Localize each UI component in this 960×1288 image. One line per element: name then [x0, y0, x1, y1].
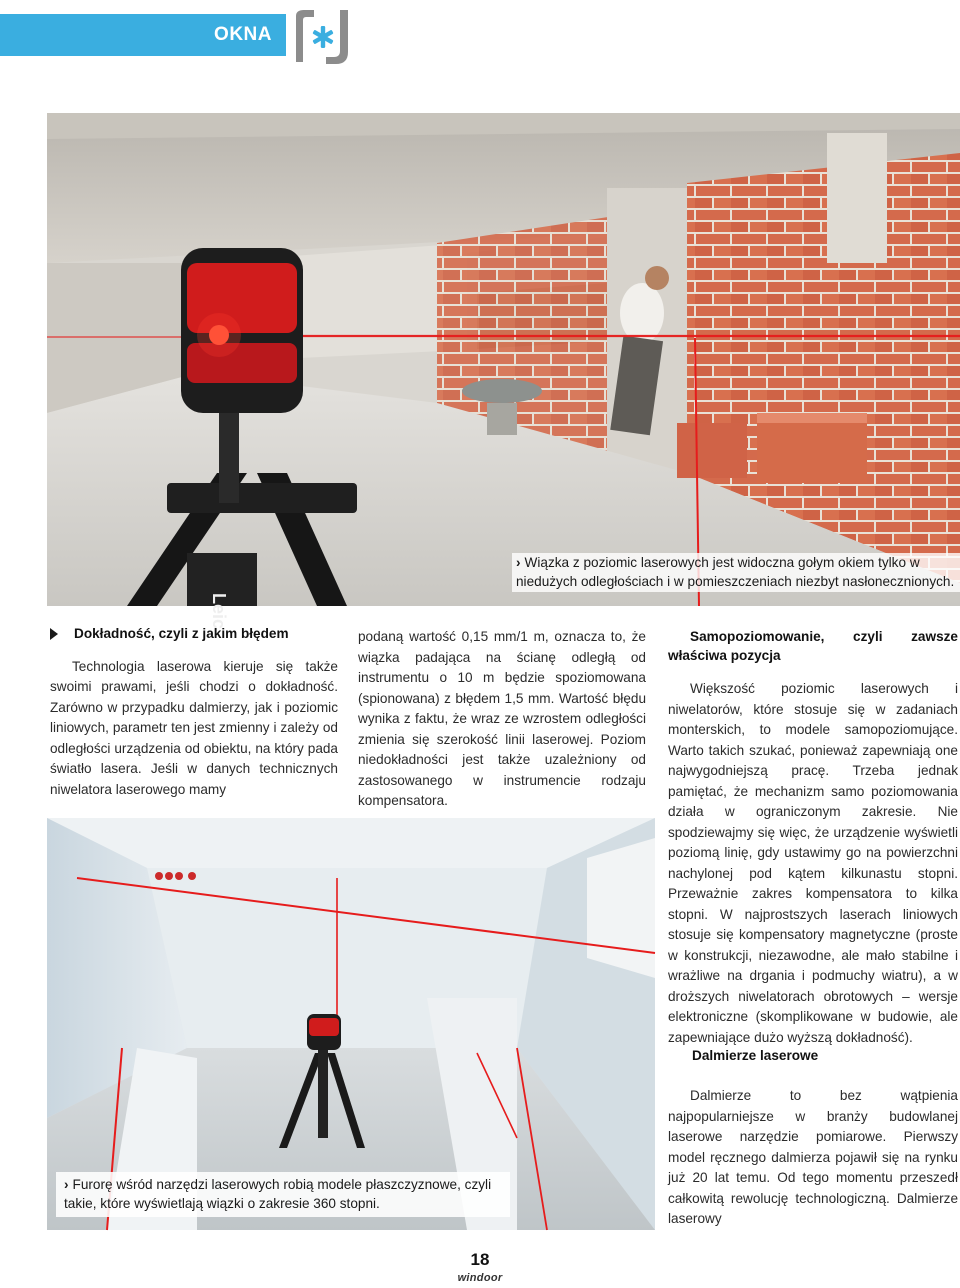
- laser-level-construction-photo: [47, 113, 960, 630]
- magazine-brand: windoor: [457, 1272, 503, 1284]
- paragraph-accuracy: Technologia laserowa kieruje się także swoimi prawami, jeśli chodzi o dokładność. Zarówno w przypadku dalmierzy, jak i poziomic liniowych, parametr ten jest zmienny i zależy od odległości urządzenia od obiektu, na który pada światło lasera. Jeśli w danych technicznych niwelatora laserowego mamy: [50, 658, 338, 797]
- top-photo-caption: [512, 553, 960, 592]
- laser-level-room-icon: [47, 818, 655, 1230]
- laser-level-construction-icon: [47, 113, 960, 630]
- section-heading-self-leveling: Samopoziomowanie, czyli zawsze właściwa pozycja: [668, 629, 958, 663]
- paragraph-rangefinders: Dalmierze to bez wątpienia najpopularniejsze w branży budowlanej laserowe narzędzie pomiarowe. Pierwszy model ręcznego dalmierza pojawił się na rynku już 20 lat temu. Od tego momentu przeszedł całkowitą rewolucję technologiczną. Dalmierze laserowy: [668, 1088, 958, 1226]
- column-3: [668, 627, 958, 1048]
- column-2: [358, 627, 646, 812]
- section-heading-rangefinders: Dalmierze laserowe: [692, 1048, 819, 1063]
- section-arrow-icon: [50, 628, 58, 640]
- top-caption-text: Wiązka z poziomic laserowych jest widoczna gołym okiem tylko w niedużych odległościach i w pomieszczeniach niezbyt nasłonecznionych.: [516, 555, 955, 589]
- svg-text:Leic: Leic: [209, 593, 229, 630]
- page-number: 18: [470, 1250, 490, 1269]
- paragraph-accuracy-continued: podaną wartość 0,15 mm/1 m, oznacza to, że wiązka padająca na ścianę odległą od instrumentu o 10 m będzie spoziomowana (spionowana) z błędem 1,5 mm. Wartość błędu wynika z faktu, że wraz ze wzrostem odległości zmienia się szerokość linii laserowej. Poziom niedokładności jest także uzależniony od zastosowanego w instrumencie rodzaju kompensatora.: [358, 629, 646, 808]
- bottom-caption-text: Furorę wśród narzędzi laserowych robią modele płaszczyznowe, czyli takie, które wyświetlają wiązki o zakresie 360 stopni.: [64, 1177, 492, 1211]
- caption-chevron-icon: ›: [516, 555, 521, 570]
- paragraph-self-leveling: Większość poziomic laserowych i niwelatorów, które stosuje się w zadaniach monterskich, to modele samopoziomujące. Warto takich szukać, ponieważ zapewniają one najwygodniejszą pracę. Trzeba jednak pamiętać, że mechanizm samo poziomowania działa w ograniczonym zakresie. Nie spodziewajmy się więc, że urządzenie wyświetli poziomą linię, gdy ustawimy go na powierzchni nachylonej pod kątem kilkunastu stopni. Przeważnie zakres kompensatora to kilka stopni. W najprostszych laserach liniowych stosuje się kompensatory magnetyczne (proste w konstrukcji, niezawodne, ale mało stabilne i wrażliwe na drgania i podmuchy wiatru), a w droższych niwelatorach obrotowych – wersje elektroniczne (skomplikowane w budowie, ale zapewniające dużo wyższą dokładność).: [668, 681, 958, 1045]
- section-heading-accuracy: [50, 624, 338, 645]
- caption-chevron-icon-2: ›: [64, 1177, 69, 1192]
- magazine-logo-icon: [292, 6, 362, 70]
- column-1: [50, 624, 338, 800]
- paragraph-rangefinders-block: [668, 1086, 958, 1230]
- bottom-photo-caption: [56, 1172, 510, 1217]
- heading-text: Dokładność, czyli z jakim błędem: [74, 626, 289, 641]
- section-tag: OKNA: [0, 14, 286, 56]
- laser-level-room-photo: [47, 818, 655, 1230]
